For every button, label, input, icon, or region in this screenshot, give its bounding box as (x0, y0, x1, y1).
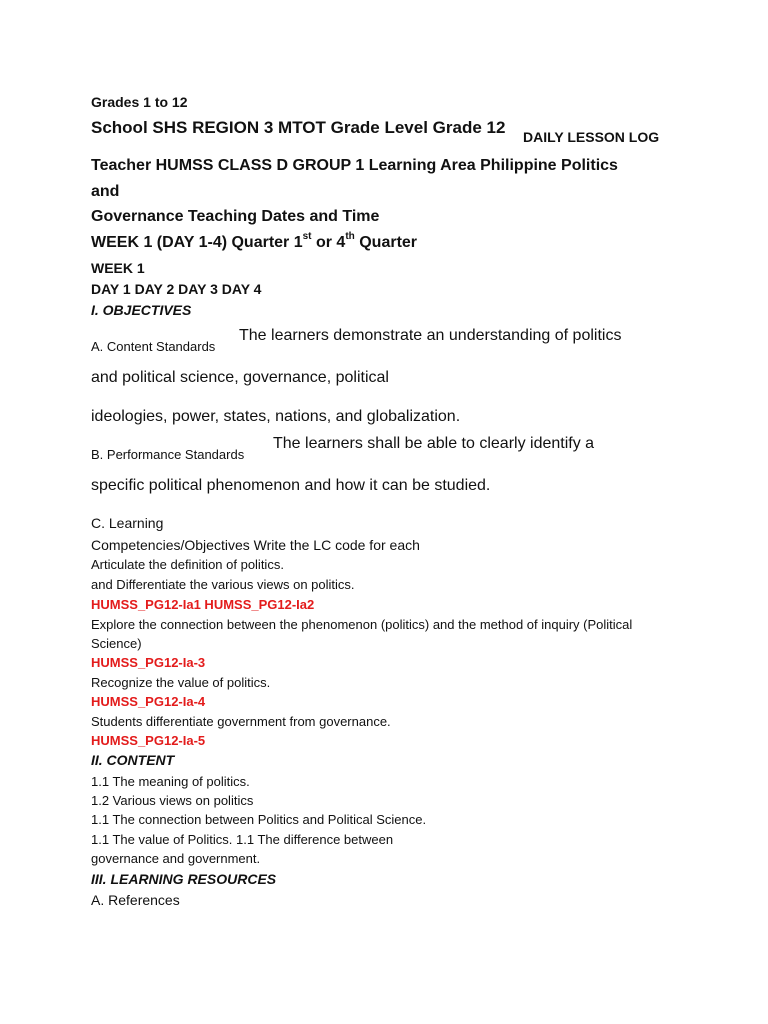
teaching-dates-line: Governance Teaching Dates and Time (91, 208, 380, 225)
competency-line: Students differentiate government from governance. (91, 714, 391, 729)
content-item: 1.1 The value of Politics. 1.1 The difference between (91, 832, 394, 847)
learning-resources-heading: III. LEARNING RESOURCES (91, 871, 277, 887)
content-heading: II. CONTENT (91, 752, 175, 768)
competency-line: Science) (91, 636, 142, 651)
content-standards-text: The learners demonstrate an understanding of politics (239, 327, 622, 344)
week-quarter-mid: or 4 (311, 234, 346, 251)
document-type: DAILY LESSON LOG (523, 129, 660, 145)
lc-code: HUMSS_PG12-Ia1 HUMSS_PG12-Ia2 (91, 597, 315, 612)
school-line: School SHS REGION 3 MTOT Grade Level Grade 12 (91, 118, 506, 137)
week-quarter-suffix: Quarter (354, 234, 418, 251)
competency-line: Explore the connection between the phenomenon (politics) and the method of inquiry (Political (91, 617, 633, 632)
objectives-heading: I. OBJECTIVES (91, 302, 192, 318)
competency-line: Articulate the definition of politics. (91, 557, 284, 572)
days-label: DAY 1 DAY 2 DAY 3 DAY 4 (91, 281, 262, 297)
learning-label: C. Learning (91, 515, 164, 531)
content-item: 1.1 The meaning of politics. (91, 774, 250, 789)
competencies-label: Competencies/Objectives Write the LC code for each (91, 537, 420, 553)
lc-code: HUMSS_PG12-Ia-5 (91, 733, 206, 748)
teacher-line-continued: and (91, 183, 120, 200)
week-label: WEEK 1 (91, 260, 145, 276)
lc-code: HUMSS_PG12-Ia-3 (91, 655, 206, 670)
content-standards-text-2: and political science, governance, political (91, 369, 389, 386)
grades-label: Grades 1 to 12 (91, 94, 188, 110)
content-item: 1.2 Various views on politics (91, 793, 254, 808)
content-item: 1.1 The connection between Politics and Political Science. (91, 812, 427, 827)
content-standards-label: A. Content Standards (91, 339, 216, 354)
content-item: governance and government. (91, 851, 261, 866)
references-label: A. References (91, 892, 180, 908)
performance-standards-text: The learners shall be able to clearly identify a (273, 435, 595, 452)
content-standards-text-3: ideologies, power, states, nations, and globalization. (91, 408, 461, 425)
ordinal-st: st (302, 230, 312, 242)
performance-standards-label: B. Performance Standards (91, 447, 245, 462)
teacher-line: Teacher HUMSS CLASS D GROUP 1 Learning Area Philippine Politics (91, 157, 618, 174)
week-quarter-prefix: WEEK 1 (DAY 1-4) Quarter 1 (91, 234, 303, 251)
week-quarter-line (91, 230, 418, 252)
lc-code: HUMSS_PG12-Ia-4 (91, 694, 206, 709)
competency-line: Recognize the value of politics. (91, 675, 271, 690)
performance-standards-text-2: specific political phenomenon and how it can be studied. (91, 477, 491, 494)
competency-line: and Differentiate the various views on politics. (91, 577, 355, 592)
ordinal-th: th (345, 230, 355, 242)
